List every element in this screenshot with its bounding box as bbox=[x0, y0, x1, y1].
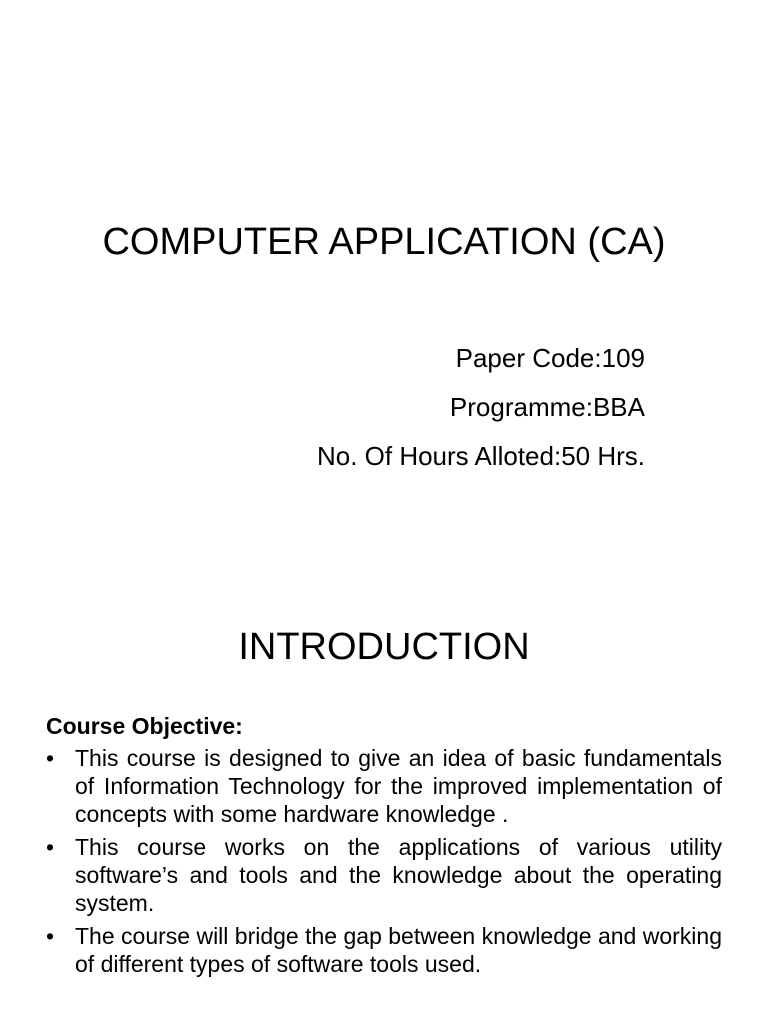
bullet-icon: • bbox=[46, 745, 55, 771]
course-objective-heading: Course Objective: bbox=[46, 713, 243, 739]
bullet-text: This course works on the applications of various utility software’s and tools and the knowledge about the operating system. bbox=[75, 834, 722, 916]
course-objective-block bbox=[46, 712, 722, 983]
bullet-icon: • bbox=[46, 923, 55, 949]
paper-code: Paper Code:109 bbox=[455, 343, 645, 373]
bullet-text: The course will bridge the gap between knowledge and working of different types of software tools used. bbox=[75, 923, 722, 977]
course-title: COMPUTER APPLICATION (CA) bbox=[102, 221, 666, 263]
bullet-icon: • bbox=[46, 834, 55, 860]
objective-list bbox=[46, 744, 722, 978]
course-details bbox=[317, 334, 645, 481]
list-item bbox=[46, 833, 722, 917]
slide-introduction bbox=[0, 576, 768, 1024]
programme: Programme:BBA bbox=[449, 392, 645, 422]
hours-alloted: No. Of Hours Alloted:50 Hrs. bbox=[316, 441, 645, 471]
introduction-title: INTRODUCTION bbox=[238, 626, 530, 668]
list-item bbox=[46, 922, 722, 978]
list-item bbox=[46, 744, 722, 828]
bullet-text: This course is designed to give an idea of basic fundamentals of Information Technology for the improved implementation of concepts with some hardware knowledge . bbox=[75, 745, 722, 827]
